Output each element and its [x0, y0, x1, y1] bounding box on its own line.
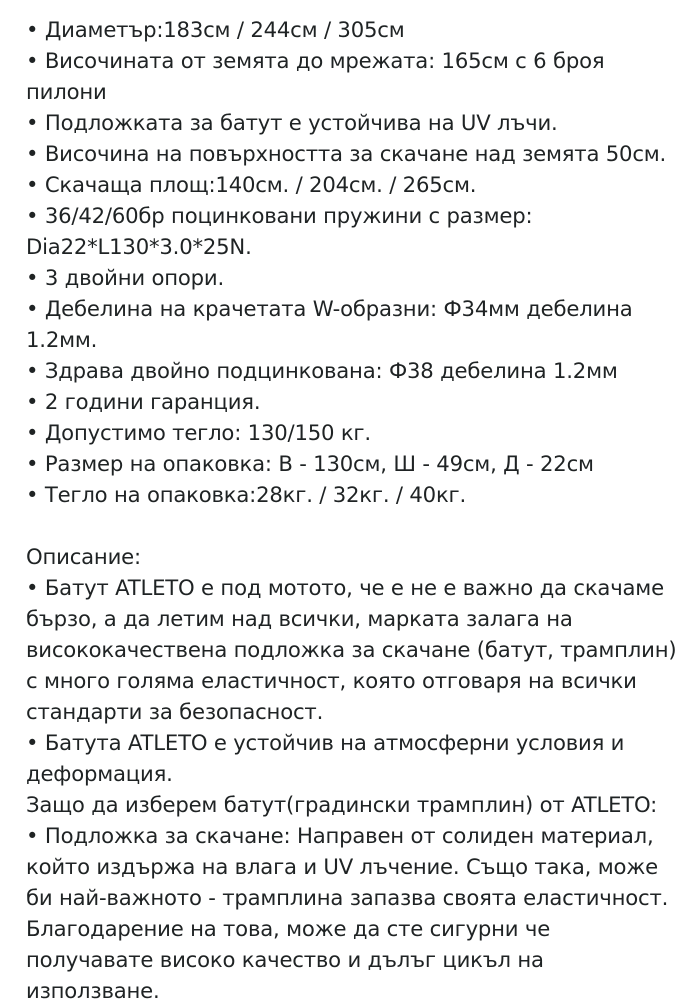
description-line: стандарти за безопасност.: [26, 699, 324, 724]
product-text-document: [26, 14, 690, 1006]
description-line: използване.: [26, 978, 160, 1003]
description-line: с много голяма еластичност, която отговаря на всички: [26, 668, 637, 693]
description-line: Защо да изберем батут(градински трамплин) от ATLETO:: [26, 792, 658, 817]
description-line: • Подложка за скачане: Направен от солиден материал,: [26, 823, 654, 848]
spec-line: пилони: [26, 79, 107, 104]
description-line: • Батут ATLETO е под мотото, че е не е важно да скачаме: [26, 575, 664, 600]
spec-line: • Скачаща площ:140см. / 204см. / 265см.: [26, 172, 477, 197]
spec-line: Dia22*L130*3.0*25N.: [26, 234, 252, 259]
spec-line: • Дебелина на крачетата W-образни: Ф34мм дебелина: [26, 296, 633, 321]
spec-line: • Тегло на опаковка:28кг. / 32кг. / 40кг.: [26, 482, 467, 507]
spec-line: • Допустимо тегло: 130/150 кг.: [26, 420, 371, 445]
description-line: висококачествена подложка за скачане (батут, трамплин): [26, 637, 677, 662]
spec-line: • 2 години гаранция.: [26, 389, 261, 414]
description-line: • Батута ATLETO е устойчив на атмосферни условия и: [26, 730, 625, 755]
spec-line: 1.2мм.: [26, 327, 98, 352]
description-line: би най-важното - трамплина запазва своята еластичност.: [26, 885, 669, 910]
description-section: [26, 541, 690, 1006]
spec-line: • 3 двойни опори.: [26, 265, 225, 290]
spec-line: • Здрава двойно подцинкована: Ф38 дебелина 1.2мм: [26, 358, 618, 383]
description-line: бързо, а да летим над всички, марката залага на: [26, 606, 573, 631]
spec-line: • 36/42/60бр поцинковани пружини с размер:: [26, 203, 533, 228]
paragraph-spacer: [26, 510, 690, 541]
spec-line: • Диаметър:183см / 244см / 305см: [26, 17, 405, 42]
description-line: получавате високо качество и дълъг цикъл на: [26, 947, 544, 972]
description-line: Благодарение на това, може да сте сигурни че: [26, 916, 551, 941]
specifications-list: [26, 14, 690, 510]
spec-line: • Височина на повърхността за скачане над земята 50см.: [26, 141, 667, 166]
spec-line: • Височината от земята до мрежата: 165см с 6 броя: [26, 48, 605, 73]
spec-line: • Подложката за батут е устойчива на UV лъчи.: [26, 110, 558, 135]
description-line: деформация.: [26, 761, 173, 786]
description-heading: Описание:: [26, 544, 141, 569]
spec-line: • Размер на опаковка: В - 130см, Ш - 49см, Д - 22см: [26, 451, 594, 476]
description-line: който издържа на влага и UV лъчение. Също така, може: [26, 854, 659, 879]
